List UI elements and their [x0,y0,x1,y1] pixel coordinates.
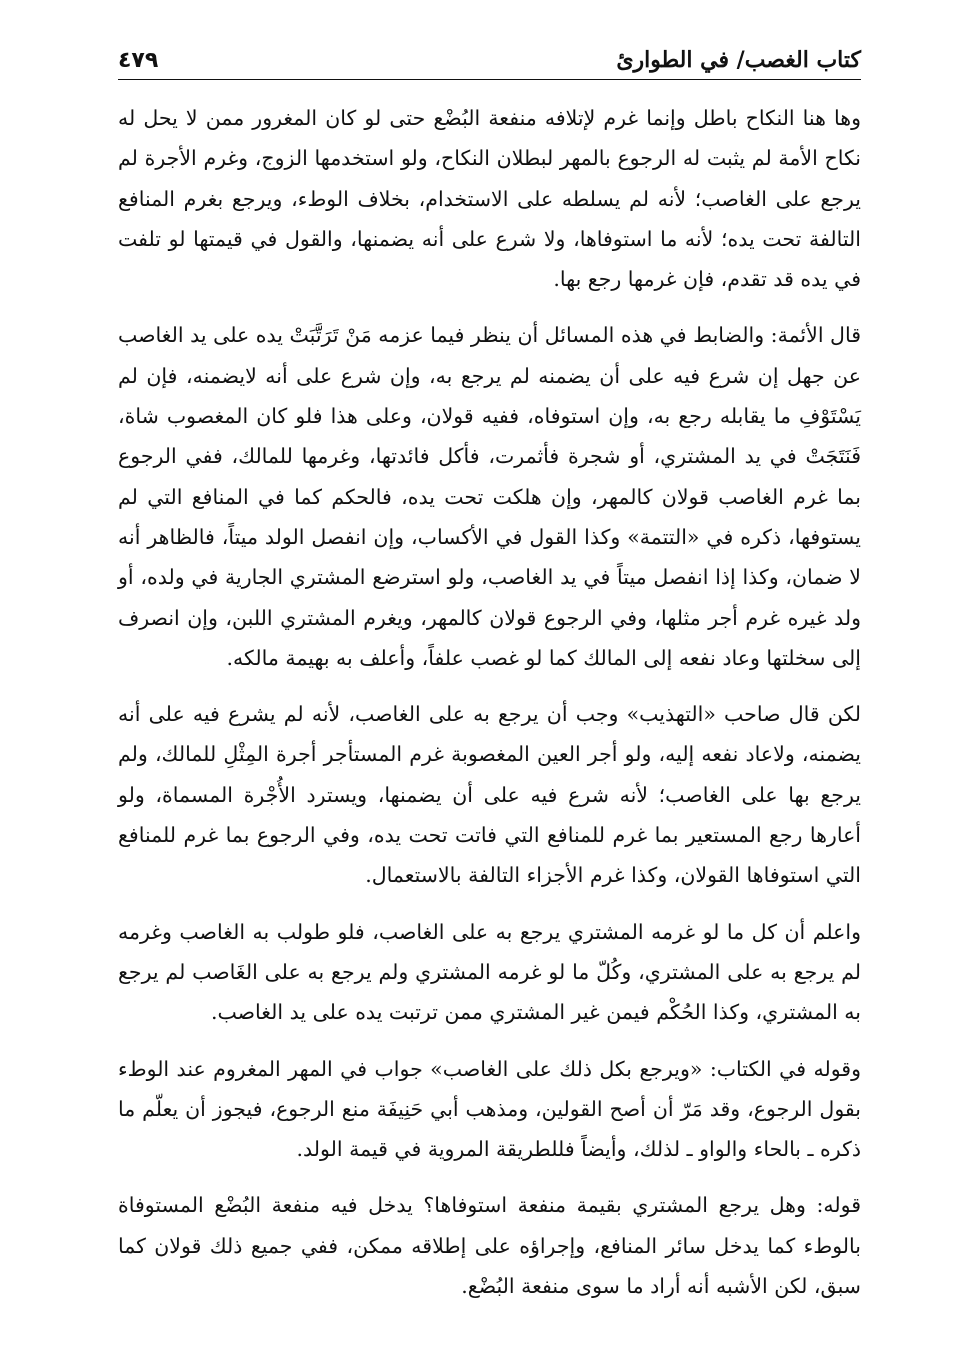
running-title: كتاب الغصب/ في الطوارئ [616,47,861,73]
page-body [118,98,861,1322]
paragraph: قال الأئمة: والضابط في هذه المسائل أن ينظر فيما عزمه مَنْ تَرَتَّبَتْ يده على يد الغاصب عن جهل إن شرع فيه على أن يضمنه لم يرجع به، وإن شرع على أنه لايضمنه، فإن لم يَسْتَوْفِ ما يقابله رجع به، وإن استوفاه، ففيه قولان، وعلى هذا فلو كان المغصوب شاة، فَنَتَجَتْ في يد المشتري، أو شجرة فأثمرت، فأكل فائدتها، وغرمها للمالك، ففي الرجوع بما غرم الغاصب قولان كالمهر، وإن هلكت تحت يده، فالحكم كما في المنافع التي لم يستوفها، ذكره في «التتمة» وكذا القول في الأكساب، وإن انفصل الولد ميتاً، فالظاهر أنه لا ضمان، وكذا إذا انفصل ميتاً في يد الغاصب، ولو استرضع المشتري الجارية في ولده، أو ولد غيره غرم أجر مثلها، وفي الرجوع قولان كالمهر، ويغرم المشتري اللبن، وإن انصرف إلى سخلتها وعاد نفعه إلى المالك كما لو غصب علفاً، وأعلف به بهيمة مالكه. [118,323,861,670]
paragraph: لكن قال صاحب «التهذيب» وجب أن يرجع به على الغاصب، لأنه لم يشرع فيه على أنه يضمنه، ولاعاد نفعه إليه، ولو أجر العين المغصوبة غرم المستأجر أجرة المِثْلِ للمالك، ولم يرجع بها على الغاصب؛ لأنه شرع فيه على أن يضمنها، ويسترد الأُجْرة المسماة، ولو أعارها رجع المستعير بما غرم للمنافع التي فاتت تحت يده، وفي الرجوع بما غرم للمنافع التي استوفاها القولان، وكذا غرم الأجزاء التالفة بالاستعمال. [118,702,861,888]
paragraph: وقوله في الكتاب: «ويرجع بكل ذلك على الغاصب» جواب في المهر المغروم عند الوطء بقول الرجوع، وقد مَرّ أن أصح القولين، ومذهب أبي حَنِيفَة منع الرجوع، فيجوز أن يعلّم ما ذكره ـ بالحاء والواو ـ لذلك، وأيضاً فللطريقة المروية في قيمة الولد. [118,1056,861,1162]
paragraph: قوله: وهل يرجع المشتري بقيمة منفعة استوفاها؟ يدخل فيه منفعة البُضْع المستوفاة بالوطء كما يدخل سائر المنافع، وإجراؤه على إطلاقه ممكن، ففي جميع ذلك قولان كما سبق، لكن الأشبه أنه أراد ما سوى منفعة البُضْع. [118,1193,861,1299]
paragraph: وها هنا النكاح باطل وإنما غرم لإتلافه منفعة البُضْع حتى لو كان المغرور ممن لا يحل له نكاح الأمة لم يثبت له الرجوع بالمهر لبطلان النكاح، ولو استخدمها الزوج، وغرم الأجرة لم يرجع على الغاصب؛ لأنه لم يسلطه على الاستخدام، بخلاف الوطء، ويرجع بغرم المنافع التالفة تحت يده؛ لأنه ما استوفاها، ولا شرع على أنه يضمنها، والقول في قيمتها لو تلفت في يده قد تقدم، فإن غرمها رجع بها. [118,106,861,292]
page-header [118,36,861,80]
paragraph: واعلم أن كل ما لو غرمه المشتري يرجع به على الغاصب، فلو طولب به الغاصب وغرمه لم يرجع به على المشتري، وكُلّ ما لو غرمه المشتري ولم يرجع به على الغَاصب لم يرجع به المشتري، وكذا الحُكْم فيمن غير المشتري ممن ترتبت يده على يد الغاصب. [118,919,861,1025]
page-number: ٤٧٩ [118,48,159,73]
